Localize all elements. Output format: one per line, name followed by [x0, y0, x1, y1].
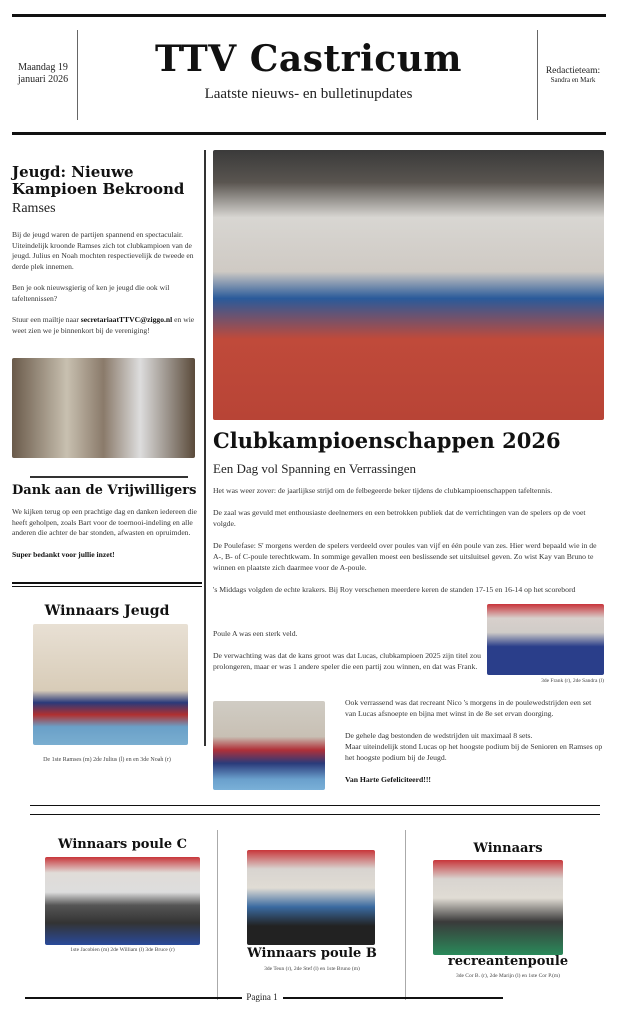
winnaars-jeugd-photo: [33, 624, 188, 745]
footer-rule: [25, 997, 242, 999]
dank-body: [12, 507, 202, 571]
paragraph: Bij de jeugd waren de partijen spannend en spectaculair. Uiteindelijk kroonde Ramses zich tot clubkampioen van de jeugd. Julius en Noah mochten respectievelijk de tweede en derde plek innemen.: [12, 230, 194, 271]
paragraph: [12, 315, 202, 336]
poule-c-title: Winnaars poule C: [57, 837, 188, 852]
date-line: Maandag 19: [18, 62, 68, 73]
team-label: Redactieteam:: [545, 66, 601, 76]
paragraph: Super bedankt voor jullie inzet!: [12, 549, 115, 559]
editorial-team: [538, 66, 608, 84]
section-rule: [12, 582, 202, 584]
jeugd-title: Jeugd: Nieuwe Kampioen Bekroond: [12, 163, 185, 198]
issue-date: [12, 62, 74, 86]
main-body-3: [345, 697, 604, 796]
paragraph: 's Middags volgden de echte krakers. Bij Roy verschenen meerdere keren de standen 17-15 en 16-14 op het scorebord: [213, 585, 576, 594]
column-divider: [217, 830, 218, 1000]
column-divider: [204, 150, 206, 746]
winnaars-jeugd-caption: De 1ste Ramses (m) 2de Julius (l) en en 3de Noah (r): [43, 757, 171, 763]
main-body: [213, 485, 604, 606]
page-number: Pagina 1: [246, 992, 278, 1002]
paragraph: De zaal was gevuld met enthousiaste deelnemers en een betrokken publiek dat de verrichtingen van de spelers op de voet volgde.: [213, 508, 586, 528]
jeugd-body: [12, 230, 202, 347]
paragraph: Poule A was een sterk veld.: [213, 629, 298, 638]
winnaars-jeugd-title: Winnaars Jeugd: [44, 603, 170, 619]
header-rule: [12, 132, 606, 135]
section-rule: [30, 814, 600, 815]
paragraph: Van Harte Gefeliciteerd!!!: [345, 775, 431, 784]
divider: [77, 30, 78, 120]
poule-c-photo: [45, 857, 200, 945]
main-subtitle: Een Dag vol Spanning en Verrassingen: [213, 461, 417, 476]
senioren-photo: [487, 604, 604, 675]
masthead-subtitle: Laatste nieuws- en bulletinupdates: [204, 86, 413, 102]
recreanten-title-line2: recreantenpoule: [447, 954, 569, 969]
senioren-caption: 3de Frank (r), 2de Sandra (l): [541, 678, 604, 684]
jeugd-photo: [12, 358, 195, 458]
recreanten-caption: 3de Cor B. (r), 2de Marijn (l) en 1ste Cor P.(m): [455, 973, 561, 979]
top-rule: [12, 14, 606, 17]
paragraph: Het was weer zover: de jaarlijkse strijd om de felbegeerde beker tijdens de clubkampioenschappen tafeltennis.: [213, 486, 553, 495]
team-names: Sandra en Mark: [550, 76, 596, 84]
section-rule: [30, 476, 188, 478]
poule-c-caption: 1ste Jacobien (m) 2de William (l) 3de Bruce (r): [70, 947, 175, 953]
paragraph: Ben je ook nieuwsgierig of ken je jeugd die ook wil tafeltennissen?: [12, 283, 170, 303]
paragraph: Ook verrassend was dat recreant Nico 's morgens in de poulewedstrijden een set van Lucas afsnoepte en bijna met winst in de 8e set ervan doorging.: [345, 698, 592, 718]
section-rule: [30, 805, 600, 806]
poule-b-caption: 3de Teun (r), 2de Stef (l) en 1ste Bruno (m): [264, 966, 360, 972]
hall-photo: [213, 150, 604, 420]
section-rule: [12, 586, 202, 587]
paragraph: We kijken terug op een prachtige dag en danken iedereen die heeft geholpen, zoals Bart voor de toernooi-indeling en alle anderen die achter de bar stonden, afwasten en opruimden.: [12, 507, 197, 537]
text: en wie weet zien we je binnenkort bij de vereniging!: [12, 315, 195, 335]
jeugd-subtitle: Ramses: [12, 201, 56, 216]
jeugd-finalists-photo: [213, 701, 325, 790]
column-divider: [405, 830, 406, 1000]
email-link[interactable]: secretariaatTTVC@ziggo.nl: [80, 315, 173, 324]
paragraph: Maar uiteindelijk stond Lucas op het hoogste podium bij de Senioren en Ramses op het hoogste podium bij de Jeugd.: [345, 742, 603, 762]
recreanten-title-line1: Winnaars: [473, 841, 543, 856]
date-line: januari 2026: [17, 74, 69, 85]
poule-b-photo: [247, 850, 375, 945]
text: Stuur een mailtje naar: [12, 315, 81, 324]
dank-title: Dank aan de Vrijwilligers: [12, 483, 197, 498]
recreanten-photo: [433, 860, 563, 955]
paragraph: De gehele dag bestonden de wedstrijden uit maximaal 8 sets.: [345, 731, 533, 740]
masthead-title: TTV Castricum: [155, 38, 462, 80]
main-title: Clubkampioenschappen 2026: [213, 428, 561, 453]
paragraph: De Poulefase: S' morgens werden de spelers verdeeld over poules van vijf en één poule van zes. Hier werd bepaald wie in de A-, B- of C-poule terechtkwam. In sommige gevallen moest een beslissende set uitsluitsel geven. Zo wist Kay van Bruno te winnen en plaatste zich daarmee voor de A-poule.: [213, 541, 597, 572]
footer-rule: [283, 997, 503, 999]
paragraph: De verwachting was dat de kans groot was dat Lucas, clubkampioen 2025 zijn titel zou prolongeren, maar er was 1 andere speler die een partij zou winnen, en dat was Frank.: [213, 651, 481, 671]
poule-b-title: Winnaars poule B: [247, 946, 377, 961]
main-body-2: [213, 628, 483, 683]
